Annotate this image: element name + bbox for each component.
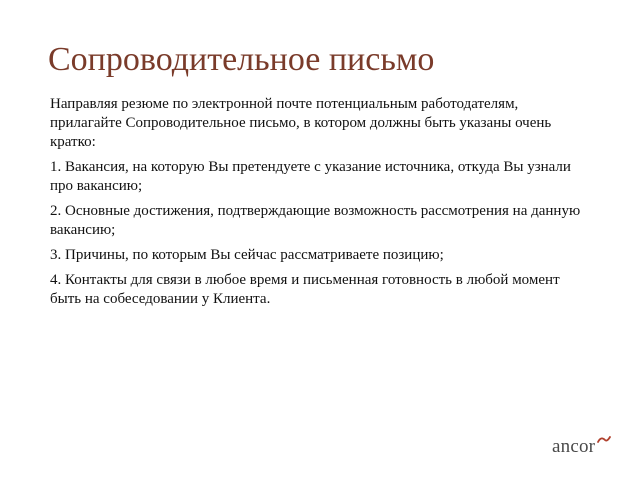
list-item-3: 3. Причины, по которым Вы сейчас рассматриваете позицию; — [50, 247, 444, 263]
intro-paragraph: Направляя резюме по электронной почте потенциальным работодателям, прилагайте Сопроводительное письмо, в котором должны быть указаны очень кратко: — [50, 96, 552, 150]
list-item-4: 4. Контакты для связи в любое время и письменная готовность в любой момент быть на собеседовании у Клиента. — [50, 272, 560, 307]
slide-title: Сопроводительное письмо — [48, 41, 435, 78]
list-item-2: 2. Основные достижения, подтверждающие возможность рассмотрения на данную вакансию; — [50, 203, 581, 238]
logo-text: ancor — [552, 436, 596, 457]
logo-swoosh-icon — [597, 435, 611, 445]
list-item-1: 1. Вакансия, на которую Вы претендуете с указание источника, откуда Вы узнали про вакансию; — [50, 159, 571, 194]
ancor-logo — [552, 435, 612, 463]
slide-body — [50, 95, 590, 315]
